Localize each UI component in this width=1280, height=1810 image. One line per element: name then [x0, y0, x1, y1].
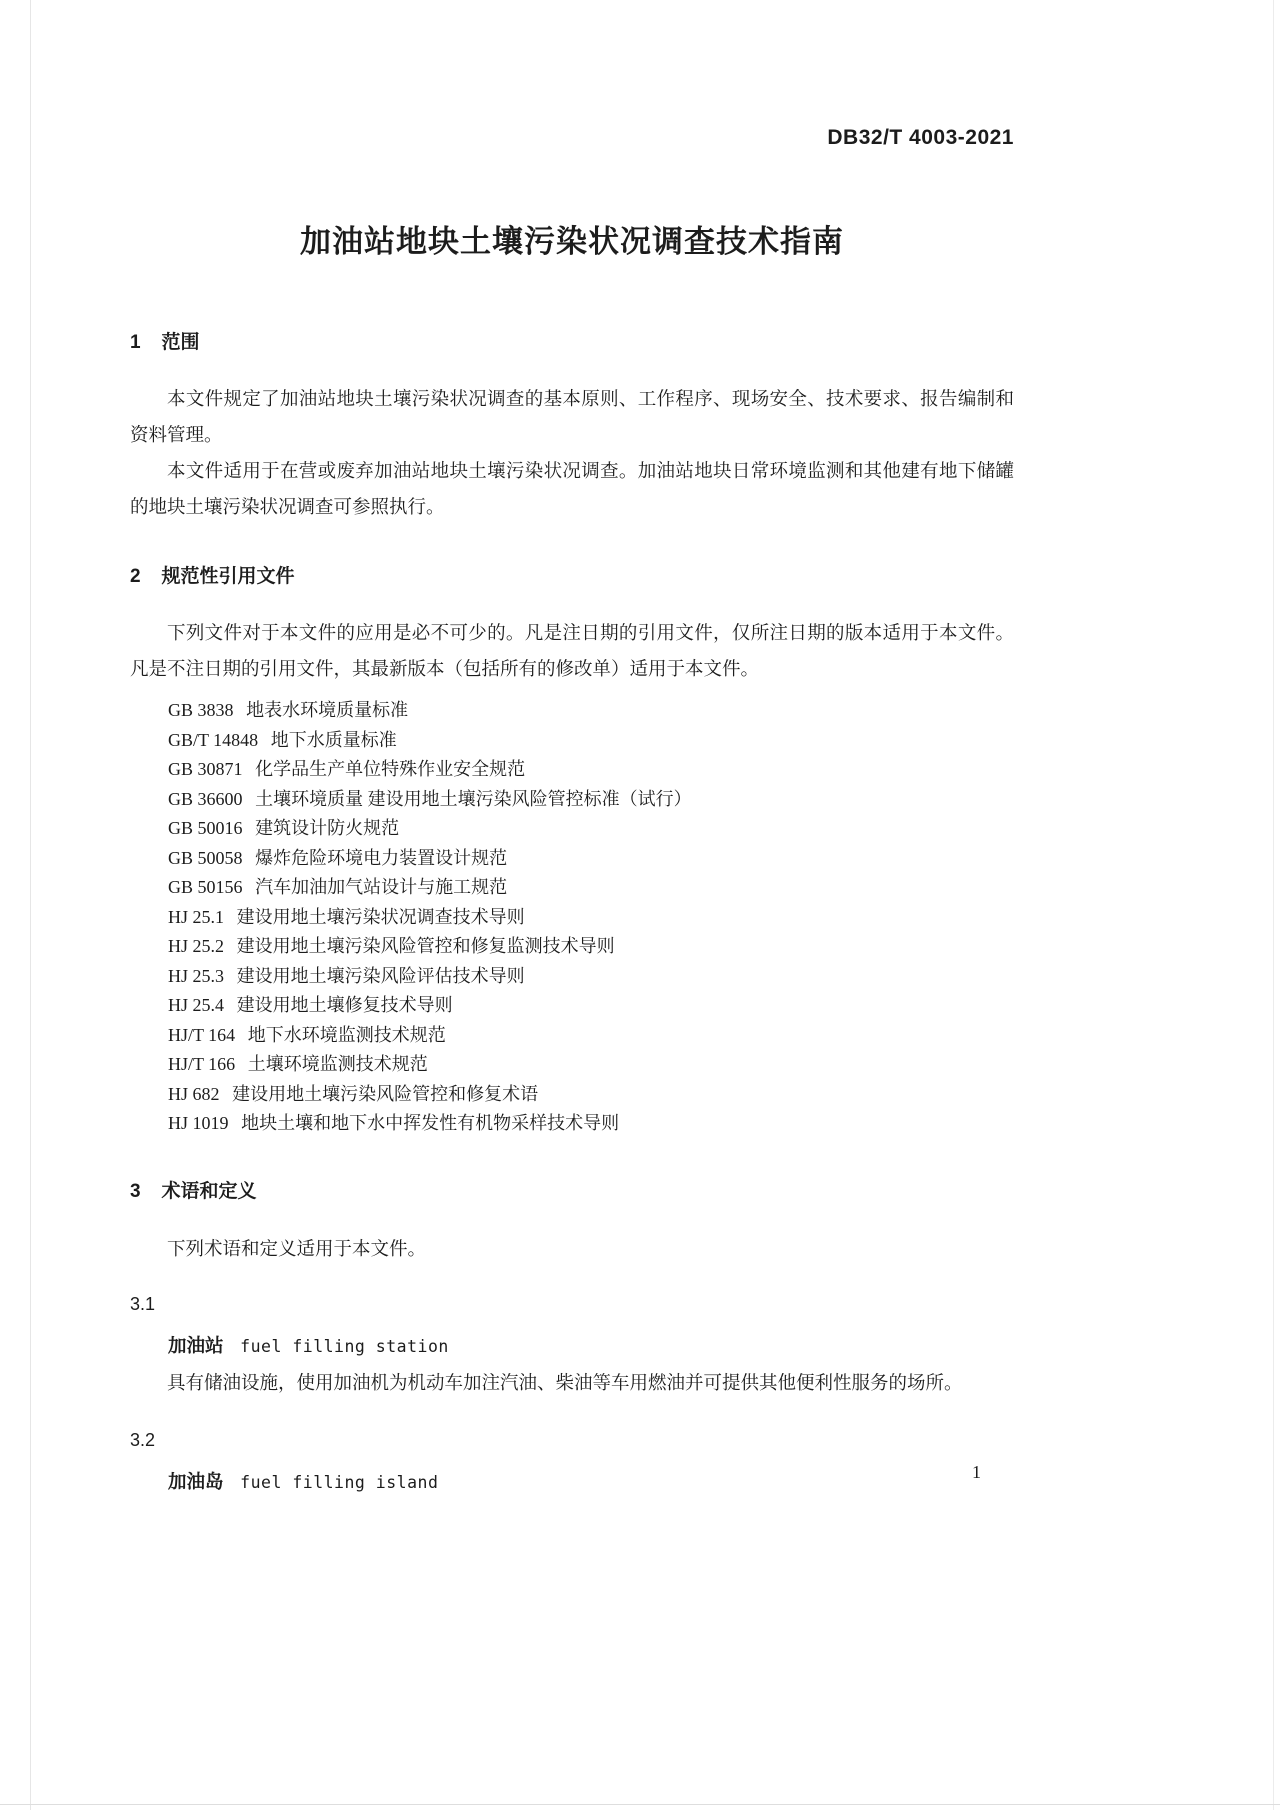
reference-item	[168, 873, 1014, 903]
scan-artifact-bottom	[0, 1804, 1280, 1805]
section-3-heading	[130, 1179, 1014, 1205]
term-line-3-1	[130, 1333, 1014, 1361]
term-chinese: 加油站	[168, 1334, 224, 1356]
reference-code: GB 36600	[168, 788, 243, 809]
clause-number-3-1: 3.1	[130, 1293, 156, 1314]
reference-code: HJ 25.1	[168, 906, 225, 927]
reference-item	[168, 726, 1014, 756]
reference-item	[168, 755, 1014, 785]
term-chinese: 加油岛	[168, 1470, 224, 1492]
reference-title: 建设用地土壤污染状况调查技术导则	[236, 906, 525, 927]
reference-item	[168, 1021, 1014, 1051]
reference-item	[168, 1109, 1014, 1139]
page-title: 加油站地块土壤污染状况调查技术指南	[300, 224, 844, 259]
reference-item	[168, 932, 1014, 962]
reference-item	[168, 814, 1014, 844]
reference-title: 爆炸危险环境电力装置设计规范	[255, 847, 508, 868]
section-2-title: 规范性引用文件	[161, 566, 295, 587]
clause-number-3-2: 3.2	[130, 1429, 156, 1450]
reference-code: HJ 1019	[168, 1113, 229, 1133]
reference-item	[168, 1050, 1014, 1080]
reference-code: GB 50058	[168, 847, 243, 868]
reference-title: 地下水环境监测技术规范	[247, 1024, 446, 1045]
reference-code: GB 50156	[168, 877, 243, 897]
reference-item	[168, 962, 1014, 992]
reference-title: 建设用地土壤污染风险评估技术导则	[236, 965, 525, 986]
term-definition-3-1: 具有储油设施，使用加油机为机动车加注汽油、柴油等车用燃油并可提供其他便利性服务的场所。	[167, 1373, 963, 1394]
reference-code: GB/T 14848	[168, 729, 259, 750]
page-number: 1	[972, 1462, 981, 1482]
standard-doc-number: DB32/T 4003-2021	[827, 126, 1014, 149]
section-1-title: 范围	[161, 332, 200, 353]
reference-title: 建设用地土壤污染风险管控和修复监测技术导则	[236, 936, 615, 956]
section-2-heading	[130, 564, 1014, 590]
reference-title: 地块土壤和地下水中挥发性有机物采样技术导则	[241, 1113, 620, 1133]
scan-artifact-left	[30, 0, 31, 1810]
section-2-number: 2	[130, 566, 141, 587]
section-3-number: 3	[130, 1180, 141, 1202]
reference-title: 地下水质量标准	[270, 729, 397, 750]
reference-code: HJ/T 164	[168, 1024, 236, 1045]
section-1-number: 1	[130, 332, 141, 353]
reference-code: GB 50016	[168, 818, 243, 838]
reference-title: 汽车加油加气站设计与施工规范	[255, 877, 508, 897]
term-english: fuel filling station	[240, 1336, 449, 1356]
reference-item	[168, 696, 1014, 726]
section-1-paragraph-2: 本文件适用于在营或废弃加油站地块土壤污染状况调查。加油站地块日常环境监测和其他建有地下储罐的地块土壤污染状况调查可参照执行。	[130, 462, 1014, 518]
reference-title: 土壤环境质量 建设用地土壤污染风险管控标准（试行）	[255, 788, 692, 809]
reference-title: 土壤环境监测技术规范	[247, 1054, 428, 1074]
reference-code: HJ 25.4	[168, 995, 225, 1015]
reference-title: 地表水环境质量标准	[246, 700, 409, 720]
reference-item	[168, 991, 1014, 1021]
terms-intro-paragraph: 下列术语和定义适用于本文件。	[167, 1239, 427, 1260]
reference-item	[168, 785, 1014, 815]
reference-code: GB 3838	[168, 700, 234, 720]
scan-artifact-right	[1273, 0, 1274, 1810]
reference-item	[168, 1080, 1014, 1110]
term-english: fuel filling island	[240, 1472, 439, 1492]
reference-code: HJ/T 166	[168, 1054, 236, 1074]
reference-title: 建筑设计防火规范	[255, 818, 400, 838]
section-1-heading	[130, 330, 1014, 356]
reference-title: 建设用地土壤污染风险管控和修复术语	[232, 1083, 539, 1104]
section-3-title: 术语和定义	[161, 1180, 257, 1202]
reference-code: HJ 25.3	[168, 965, 225, 986]
section-1-paragraph-1: 本文件规定了加油站地块土壤污染状况调查的基本原则、工作程序、现场安全、技术要求、报告编制和资料管理。	[130, 390, 1014, 446]
term-line-3-2	[130, 1469, 1014, 1497]
reference-item	[168, 844, 1014, 874]
normative-references-list	[130, 696, 1014, 1139]
reference-code: GB 30871	[168, 759, 243, 779]
reference-code: HJ 25.2	[168, 936, 225, 956]
reference-title: 化学品生产单位特殊作业安全规范	[255, 759, 526, 779]
reference-title: 建设用地土壤修复技术导则	[236, 995, 453, 1015]
section-2-paragraph-1: 下列文件对于本文件的应用是必不可少的。凡是注日期的引用文件，仅所注日期的版本适用于本文件。凡是不注日期的引用文件，其最新版本（包括所有的修改单）适用于本文件。	[130, 624, 1014, 680]
reference-code: HJ 682	[168, 1083, 220, 1104]
reference-item	[168, 903, 1014, 933]
